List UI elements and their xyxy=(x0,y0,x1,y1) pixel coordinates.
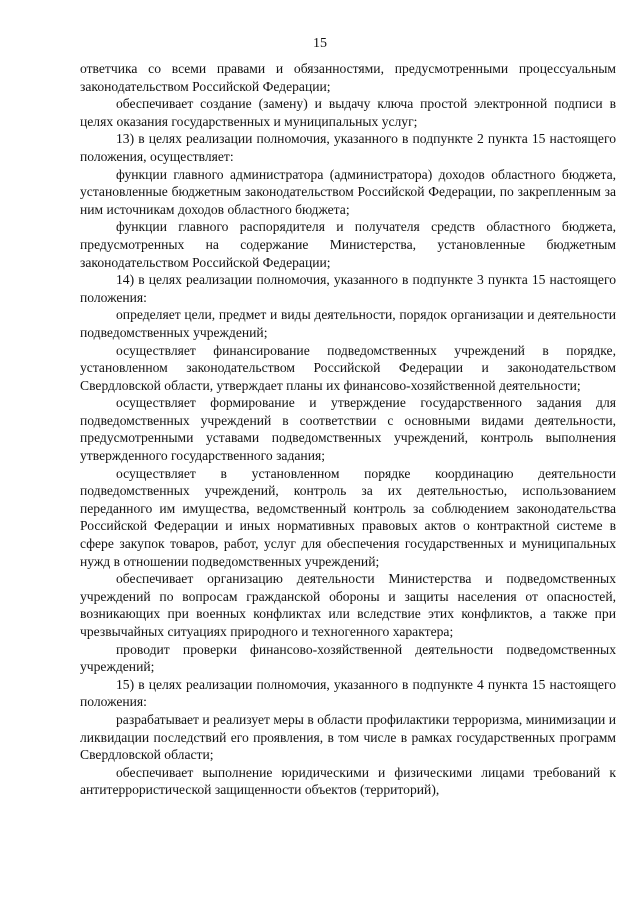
paragraph-12: проводит проверки финансово-хозяйственной деятельности подведомственных учреждений; xyxy=(80,641,616,675)
paragraph-6: 14) в целях реализации полномочия, указанного в подпункте 3 пункта 15 настоящего положения: xyxy=(80,272,616,305)
paragraph-5: функции главного распорядителя и получателя средств областного бюджета, предусмотренных на содержание Министерства, установленные бюджетным законодательством Российской Федерации; xyxy=(80,219,616,270)
paragraph-11: обеспечивает организацию деятельности Министерства и подведомственных учреждений по вопросам гражданской обороны и защиты населения от опасностей, возникающих при военных конфликтах или вследствие этих конфликтов, а также при чрезвычайных ситуациях природного и техногенного характера; xyxy=(80,571,616,639)
paragraph-8: осуществляет финансирование подведомственных учреждений в порядке, установленном законодательством Российской Федерации и законодательством Свердловской области, утверждает планы их финансово-хозяйственной деятельности; xyxy=(80,342,616,393)
document-body xyxy=(80,60,616,799)
paragraph-14: разрабатывает и реализует меры в области профилактики терроризма, минимизации и ликвидации последствий его проявления, в том числе в рамках государственных программ Свердловской области; xyxy=(80,711,616,763)
paragraph-3: 13) в целях реализации полномочия, указанного в подпункте 2 пункта 15 настоящего положения, осуществляет: xyxy=(80,131,616,164)
paragraph-4: функции главного администратора (администратора) доходов областного бюджета, установленные бюджетным законодательством Российской Федерации, по закрепленным за ним источникам доходов областного бюджета; xyxy=(80,166,616,217)
paragraph-13: 15) в целях реализации полномочия, указанного в подпункте 4 пункта 15 настоящего положения: xyxy=(80,676,616,710)
paragraph-10: осуществляет в установленном порядке координацию деятельности подведомственных учреждений, контроль за их деятельностью, использованием переданного им имущества, ведомственный контроль за соблюдением законодательства Российской Федерации и иных нормативных правовых актов о контрактной системе в сфере закупок товаров, работ, услуг для обеспечения государственных и муниципальных нужд в отношении подведомственных учреждений; xyxy=(80,465,616,569)
page-number: 15 xyxy=(313,36,327,51)
paragraph-7: определяет цели, предмет и виды деятельности, порядок организации и деятельности подведомственных учреждений; xyxy=(80,307,616,340)
paragraph-2: обеспечивает создание (замену) и выдачу ключа простой электронной подписи в целях оказания государственных и муниципальных услуг; xyxy=(80,96,616,129)
paragraph-9: осуществляет формирование и утверждение государственного задания для подведомственных учреждений в соответствии с основными видами деятельности, предусмотренными уставами подведомственных учреждений, контроль выполнения утвержденного государственного задания; xyxy=(80,395,616,464)
paragraph-15: обеспечивает выполнение юридическими и физическими лицами требований к антитеррористической защищенности объектов (территорий), xyxy=(80,764,616,798)
paragraph-1: ответчика со всеми правами и обязанностями, предусмотренными процессуальным законодательством Российской Федерации; xyxy=(80,61,616,94)
